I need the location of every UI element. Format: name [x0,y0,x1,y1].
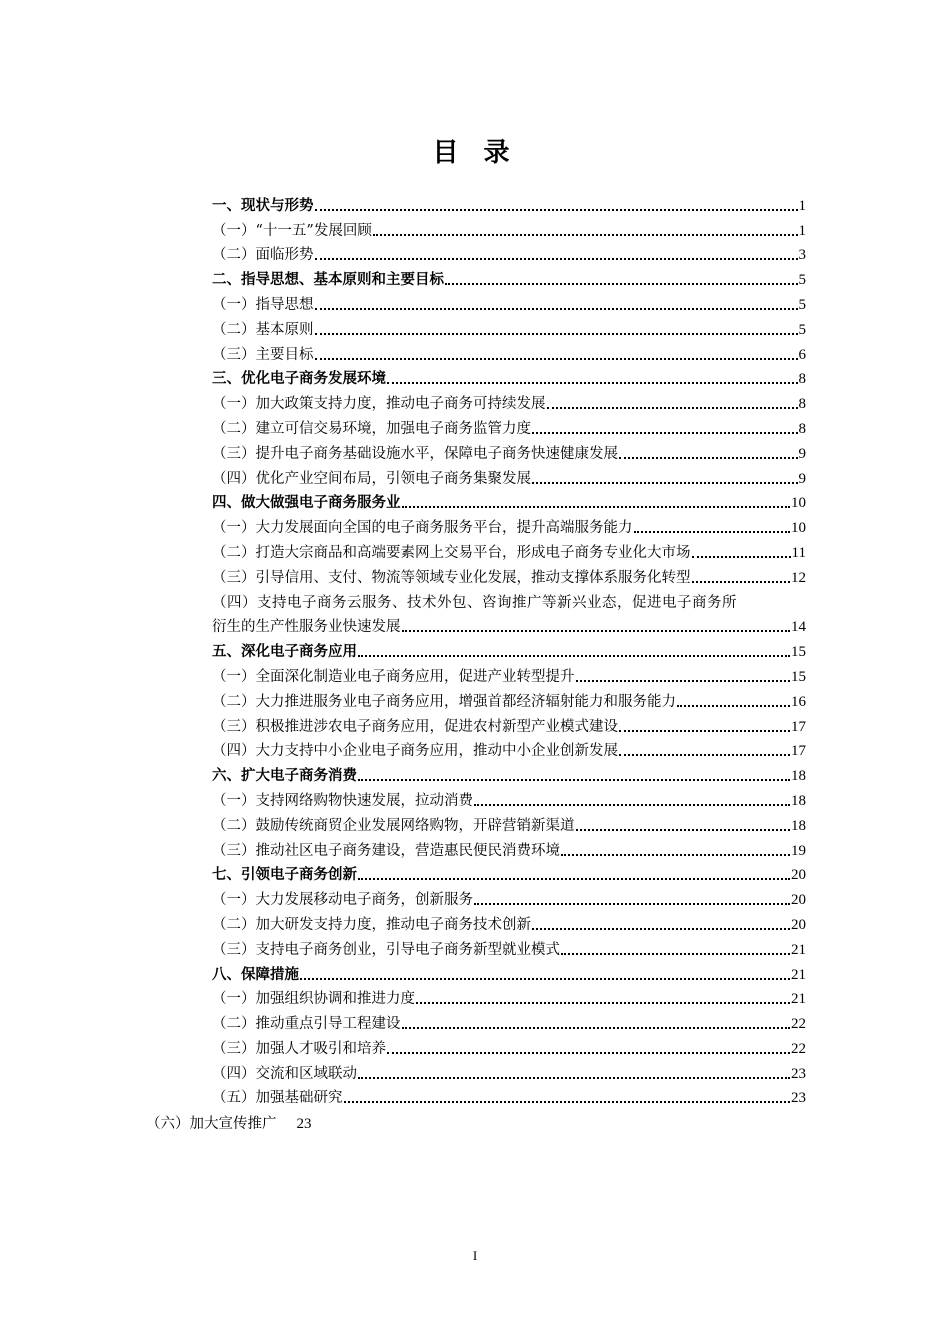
toc-entry-section[interactable] [212,512,806,537]
toc-entry-section[interactable] [212,736,806,761]
toc-entry-page: 22 [791,1016,806,1033]
toc-entry-text-continued: 衍生的生产性服务业快速发展 [212,619,401,636]
dot-leader [619,730,790,732]
dot-leader [387,1052,790,1054]
toc-entry-text: （三）引导信用、支付、物流等领域专业化发展，推动支撑体系服务化转型 [212,569,691,586]
dot-leader [619,457,798,459]
toc-entry-chapter[interactable] [212,190,806,215]
toc-entry-section[interactable] [212,1058,806,1083]
toc-entry-text: （六）加大宣传推广 [146,1116,277,1132]
dot-leader [344,1101,791,1103]
toc-entry-chapter[interactable] [212,760,806,785]
toc-entry-section[interactable] [212,314,806,339]
toc-entry-section[interactable] [212,1008,806,1033]
toc-entry-section[interactable] [212,1033,806,1058]
toc-entry-text: 五、深化电子商务应用 [212,644,357,661]
toc-entry-section[interactable] [212,289,806,314]
toc-entry-text: （三）主要目标 [212,346,314,363]
toc-entry-page: 18 [791,768,806,785]
toc-entry-page: 17 [791,743,806,760]
dot-leader [561,953,790,955]
toc-entry-text: （二）建立可信交易环境，加强电子商务监管力度 [212,420,531,437]
toc-entry-page: 10 [791,495,806,512]
toc-entry-chapter[interactable] [212,860,806,885]
toc-entry-page: 19 [791,842,806,859]
toc-entry-section[interactable] [212,215,806,240]
toc-entry-page: 21 [791,991,806,1008]
toc-list [212,190,806,1107]
dot-leader [619,754,790,756]
toc-entry-text: （一）加大政策支持力度，推动电子商务可持续发展 [212,396,546,413]
toc-entry-section[interactable] [212,463,806,488]
toc-entry-text: 四、做大做强电子商务服务业 [212,495,401,512]
toc-entry-section[interactable] [212,339,806,364]
toc-entry-page: 21 [791,941,806,958]
dot-leader [373,234,798,236]
toc-entry-text: （一）支持网络购物快速发展，拉动消费 [212,792,473,809]
toc-entry-text: （一）全面深化制造业电子商务应用，促进产业转型提升 [212,668,575,685]
toc-entry-section[interactable] [212,240,806,265]
toc-entry-section[interactable] [212,884,806,909]
toc-entry-section[interactable] [212,711,806,736]
dot-leader [315,308,798,310]
dot-leader [402,630,791,632]
toc-entry-page: 8 [798,420,806,437]
toc-entry-text: （一）指导思想 [212,296,314,313]
dot-leader [474,804,790,806]
toc-entry-section[interactable] [212,909,806,934]
toc-entry-text: 二、指导思想、基本原则和主要目标 [212,272,444,289]
toc-entry-page: 23 [296,1116,312,1132]
toc-entry-text: （四）大力支持中小企业电子商务应用，推动中小企业创新发展 [212,743,618,760]
dot-leader [315,358,798,360]
dot-leader [677,705,790,707]
dot-leader [532,928,790,930]
toc-entry-section[interactable] [212,934,806,959]
toc-entry-text: （三）积极推进涉农电子商务应用，促进农村新型产业模式建设 [212,718,618,735]
toc-entry-page: 6 [798,346,806,363]
toc-entry-text: （四）交流和区域联动 [212,1065,357,1082]
toc-entry-page: 17 [791,718,806,735]
toc-entry-page: 15 [791,644,806,661]
dot-leader [358,655,790,657]
toc-entry-section[interactable] [212,984,806,1009]
toc-entry-section[interactable] [212,1083,806,1108]
dot-leader [634,531,791,533]
toc-entry-page: 16 [791,693,806,710]
toc-entry-text: （三）加强人才吸引和培养 [212,1040,386,1057]
dot-leader [692,581,791,583]
toc-entry-text: （一）“十一五”发展回顾 [212,222,372,239]
toc-entry-orphan [146,1112,312,1133]
toc-entry-page: 15 [791,668,806,685]
toc-entry-text: （四）支持电子商务云服务、技术外包、咨询推广等新兴业态，促进电子商务所 [212,594,737,611]
toc-entry-chapter[interactable] [212,264,806,289]
toc-entry-section[interactable] [212,537,806,562]
dot-leader [315,333,798,335]
toc-entry-page: 8 [798,371,806,388]
toc-entry-text: （二）大力推进服务业电子商务应用，增强首都经济辐射能力和服务能力 [212,693,676,710]
dot-leader [547,407,798,409]
toc-entry-text: 三、优化电子商务发展环境 [212,371,386,388]
dot-leader [445,283,798,285]
toc-entry-text: （四）优化产业空间布局，引领电子商务集聚发展 [212,470,531,487]
toc-entry-text: （二）加大研发支持力度，推动电子商务技术创新 [212,916,531,933]
toc-entry-section[interactable] [212,388,806,413]
toc-entry-page: 5 [798,321,806,338]
toc-entry-chapter[interactable] [212,364,806,389]
toc-entry-text: 八、保障措施 [212,966,299,983]
dot-leader [358,1077,790,1079]
dot-leader [416,1002,790,1004]
toc-entry-text: 一、现状与形势 [212,197,314,214]
toc-entry-page: 14 [791,619,806,636]
toc-entry-page: 8 [798,396,806,413]
toc-entry-text: （一）大力发展面向全国的电子商务服务平台，提升高端服务能力 [212,520,633,537]
toc-entry-page: 20 [791,892,806,909]
toc-entry-section[interactable] [212,562,806,587]
toc-entry-section[interactable] [212,785,806,810]
toc-entry-page: 3 [798,247,806,264]
dot-leader [474,903,790,905]
dot-leader [300,978,790,980]
toc-entry-text: （二）基本原则 [212,321,314,338]
toc-entry-chapter[interactable] [212,636,806,661]
toc-entry-section[interactable] [212,587,806,637]
dot-leader [387,382,798,384]
toc-entry-text: （二）打造大宗商品和高端要素网上交易平台，形成电子商务专业化大市场 [212,544,691,561]
toc-entry-page: 18 [791,792,806,809]
dot-leader [692,556,791,558]
toc-entry-text: （三）支持电子商务创业，引导电子商务新型就业模式 [212,941,560,958]
toc-entry-page: 9 [798,445,806,462]
toc-entry-chapter[interactable] [212,959,806,984]
toc-entry-section[interactable] [212,413,806,438]
dot-leader [358,779,790,781]
toc-entry-text: （一）大力发展移动电子商务，创新服务 [212,892,473,909]
toc-entry-page: 22 [791,1040,806,1057]
dot-leader [532,482,798,484]
toc-entry-page: 9 [798,470,806,487]
toc-entry-chapter[interactable] [212,488,806,513]
toc-title: 目 录 [432,138,518,168]
toc-entry-section[interactable] [212,686,806,711]
toc-entry-page: 18 [791,817,806,834]
toc-entry-page: 21 [791,966,806,983]
toc-entry-page: 20 [791,916,806,933]
toc-entry-text: 六、扩大电子商务消费 [212,768,357,785]
toc-entry-page: 10 [791,520,806,537]
toc-entry-page: 23 [791,1065,806,1082]
toc-entry-text: 七、引领电子商务创新 [212,867,357,884]
toc-entry-text: （三）推动社区电子商务建设，营造惠民便民消费环境 [212,842,560,859]
toc-entry-section[interactable] [212,661,806,686]
dot-leader [315,209,798,211]
toc-entry-page: 11 [791,544,806,561]
toc-entry-page: 1 [798,197,806,214]
toc-entry-page: 5 [798,272,806,289]
dot-leader [402,506,791,508]
toc-entry-page: 20 [791,867,806,884]
toc-entry-text: （二）面临形势 [212,247,314,264]
page-number: I [472,1248,478,1263]
toc-entry-text: （一）加强组织协调和推进力度 [212,991,415,1008]
dot-leader [358,878,790,880]
toc-entry-text: （二）鼓励传统商贸企业发展网络购物，开辟营销新渠道 [212,817,575,834]
dot-leader [576,680,791,682]
toc-entry-text: （五）加强基础研究 [212,1090,343,1107]
toc-entry-page: 12 [791,569,806,586]
toc-entry-text: （三）提升电子商务基础设施水平，保障电子商务快速健康发展 [212,445,618,462]
toc-entry-section[interactable] [212,810,806,835]
toc-entry-section[interactable] [212,438,806,463]
dot-leader [402,1027,791,1029]
dot-leader [532,432,798,434]
toc-entry-page: 1 [798,222,806,239]
toc-entry-page: 5 [798,296,806,313]
dot-leader [576,829,791,831]
toc-entry-text: （二）推动重点引导工程建设 [212,1016,401,1033]
dot-leader [315,258,798,260]
dot-leader [561,854,790,856]
toc-entry-section[interactable] [212,835,806,860]
toc-entry-page: 23 [791,1090,806,1107]
